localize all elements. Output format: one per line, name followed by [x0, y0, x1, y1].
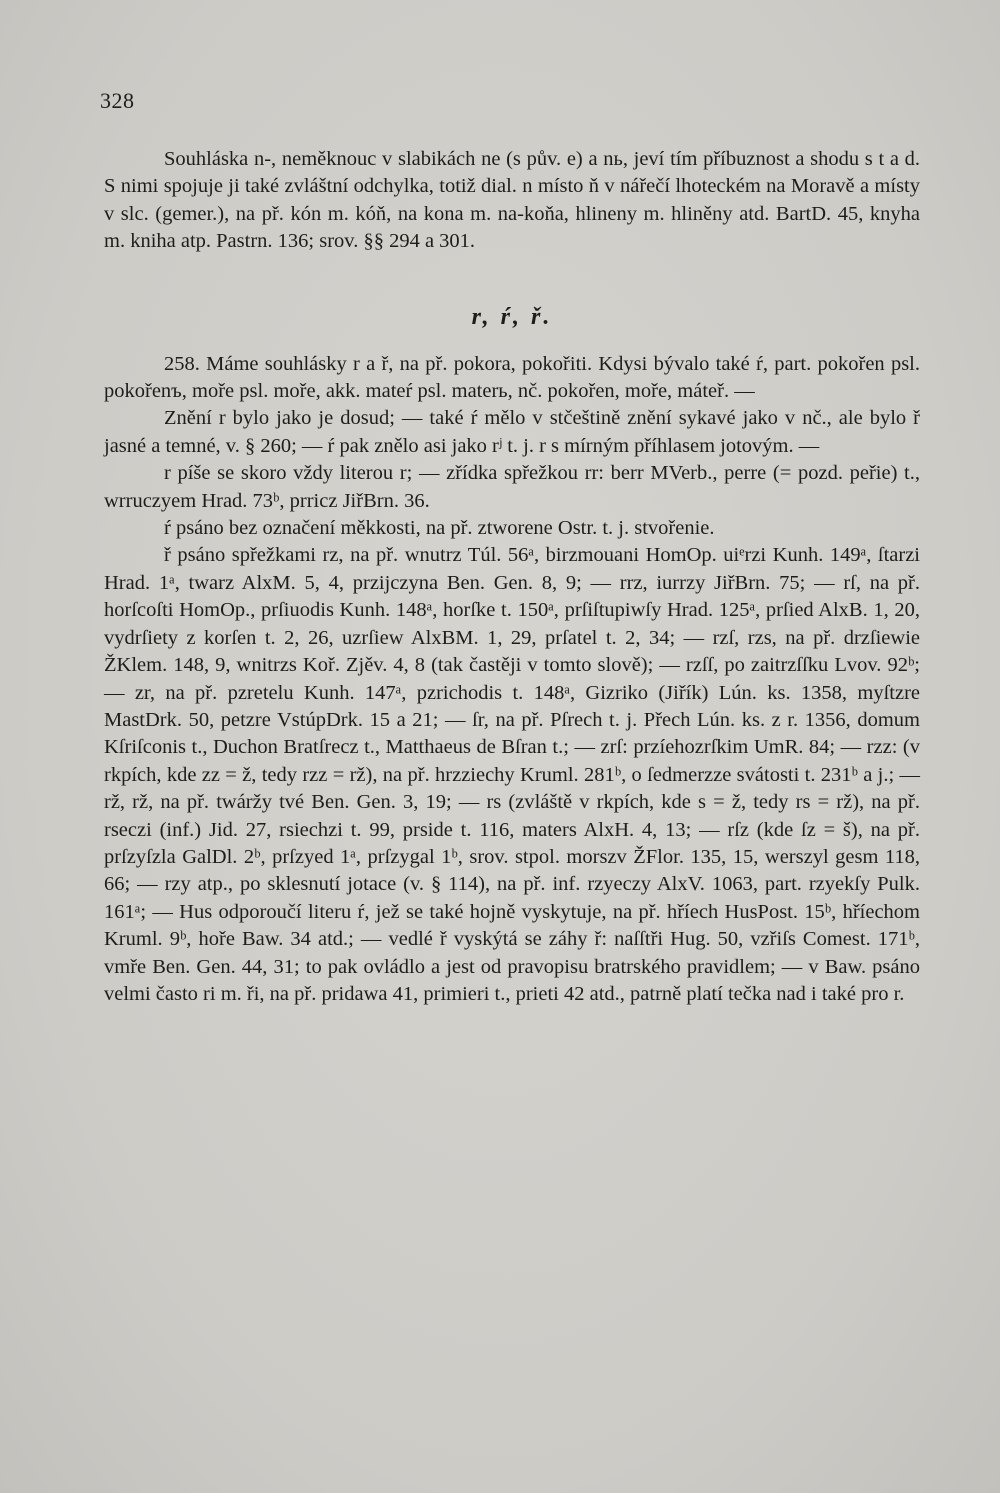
paragraph-258: 258. Máme souhlásky r a ř, na př. pokora, pokořiti. Kdysi bývalo také ŕ, part. pokořen psl. pokořenъ, moře psl. moře, akk. mateŕ psl. materь, nč. pokořen, moře, máteř. —: [104, 352, 920, 403]
paragraph-zneni: Znění r bylo jako je dosud; — také ŕ mělo v stčeštině znění sykavé jako v nč., ale bylo ř jasné a temné, v. § 260; — ŕ pak znělo asi jako rʲ t. j. r s mírným příhlasem jotovým. —: [104, 407, 920, 457]
paragraph-r-hacek: ř psáno spřežkami rz, na př. wnutrz Túl. 56ᵃ, birzmouani HomOp. uiᵉrzi Kunh. 149ᵃ, ſtarzi Hrad. 1ᵃ, twarz AlxM. 5, 4, przijczyna Ben. Gen. 8, 9; — rrz, iurrzy JiřBrn. 75; — rſ, na př. horſcoſti HomOp., prſiuodis Kunh. 148ᵃ, horſke t. 150ᵃ, prſiſtupiwſy Hrad. 125ᵃ, prſied AlxB. 1, 20, vydrſiety z korſen t. 2, 26, uzrſiew AlxBM. 1, 29, prſatel t. 2, 34; — rzſ, rzs, na př. drzſiewie ŽKlem. 148, 9, wnitrzs Koř. Zjěv. 4, 8 (tak častěji v tomto slově); — rzſſ, po zaitrzſſku Lvov. 92ᵇ; — zr, na př. pzretelu Kunh. 147ᵃ, pzrichodis t. 148ᵃ, Gizriko (Jiřík) Lún. ks. 1358, myſtzre MastDrk. 50, petzre VstúpDrk. 15 a 21; — ſr, na př. Pſrech t. j. Přech Lún. ks. z r. 1356, domum Kſriſconis t., Duchon Bratſrecz t., Matthaeus de Bſran t.; — zrſ: przíehozrſkim UmR. 84; — rzz: (v rkpích, kde zz = ž, tedy rzz = rž), na př. hrzziechy Kruml. 281ᵇ, o ſedmerzze svátosti t. 231ᵇ a j.; — rž, rž, na př. twáržy tvé Ben. Gen. 3, 19; — rs (zvláště v rkpích, kde s = ž, tedy rs = rž), na př. rseczi (inf.) Jid. 27, rsiechzi t. 99, prside t. 116, maters AlxH. 4, 13; — rſz (kde ſz = š), na př. prſzyſzla GalDl. 2ᵇ, prſzyed 1ᵃ, prſzygal 1ᵇ, srov. stpol. morszv ŽFlor. 135, 15, werszyl gesm 118, 66; — rzy atp., po sklesnutí jotace (v. § 114), na př. inf. rzyeczy AlxV. 1063, part. rzyekſy Pulk. 161ᵃ; — Hus odporoučí literu ŕ, jež se také hojně vyskytuje, na př. hříech HusPost. 15ᵇ, hříechom Kruml. 9ᵇ, hoře Baw. 34 atd.; — vedlé ř vyskýtá se záhy ř: naſſtři Hug. 50, vzřiſs Comest. 171ᵇ, vmře Ben. Gen. 44, 31; to pak ovládlo a jest od pravopisu bratrského pravidlem; — v Baw. psáno velmi často ri m. ři, na př. pridawa 41, primieri t., prieti 42 atd., patrně platí tečka nad i také pro r.: [104, 544, 920, 1005]
paragraph-intro: Souhláska n-, neměknouc v slabikách ne (s pův. e) a nь, jeví tím příbuznost a shodu s t a d. S nimi spojuje ji také zvláštní odchylka, totiž dial. n místo ň v nářečí lhoteckém na Moravě a místy v slc. (gemer.), na př. kón m. kóň, na kona m. na-koňa, hlineny m. hliněny atd. BartD. 45, knyha m. kniha atp. Pastrn. 136; srov. §§ 294 a 301.: [104, 148, 920, 253]
page-body: [104, 146, 920, 1008]
paragraph-r-pise: r píše se skoro vždy literou r; — zřídka spřežkou rr: berr MVerb., perre (= pozd. peřie) t., wrruczyem Hrad. 73ᵇ, prricz JiřBrn. 36.: [104, 462, 920, 512]
page-number: 328: [100, 88, 135, 113]
section-heading: r, ŕ, ř.: [471, 303, 553, 330]
paragraph-r-soft: ŕ psáno bez označení měkkosti, na př. ztworene Ostr. t. j. stvořenie.: [164, 517, 715, 540]
